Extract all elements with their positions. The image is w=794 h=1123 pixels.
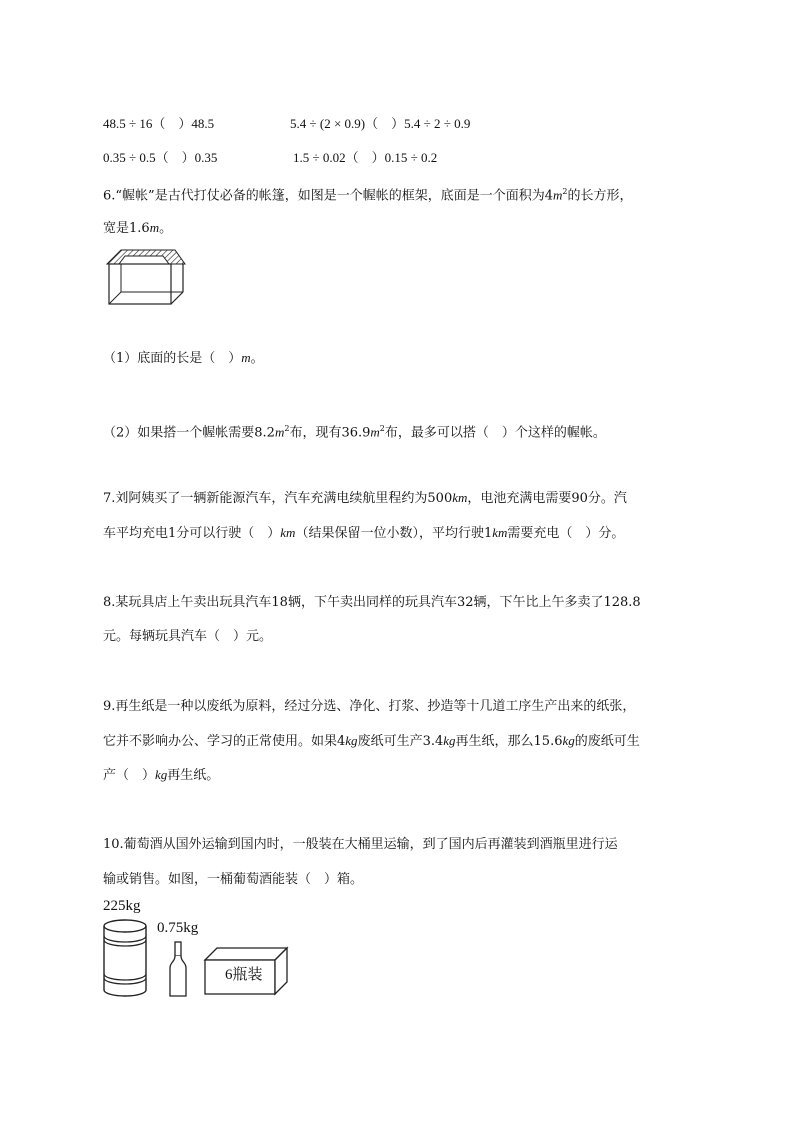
q6-line1: 6.“幄帐”是古代打仗必备的帐篷，如图是一个幄帐的框架，底面是一个面积为$4m^2$的长方形， <box>103 187 633 204</box>
comparison-row1-left: 48.5 ÷ 16（ ）48.5 <box>103 116 215 131</box>
comparison-row1-right: 5.4 ÷ (2 × 0.9)（ ）5.4 ÷ 2 ÷ 0.9 <box>290 116 471 131</box>
box-label: 6瓶装 <box>225 967 263 983</box>
q8-line2: 元。每辆玩具汽车（ ）元。 <box>103 629 273 644</box>
q7-line1: 7.刘阿姨买了一辆新能源汽车，汽车充满电续航里程约为500km，电池充满电需要90分。汽 <box>103 490 627 506</box>
q6-line2: 宽是1.6m。 <box>103 220 173 236</box>
comparison-row2-right: 1.5 ÷ 0.02（ ）0.15 ÷ 0.2 <box>293 150 438 165</box>
q10-line1: 10.葡萄酒从国外运输到国内时，一般装在大桶里运输，到了国内后再灌装到酒瓶里进行运 <box>103 837 618 852</box>
q6-sub1: （1）底面的长是（ ）m。 <box>103 350 264 366</box>
q9-line3: 产（ ）kg再生纸。 <box>103 767 220 783</box>
wine-barrel-icon <box>102 918 148 998</box>
q8-line1: 8.某玩具店上午卖出玩具汽车18辆，下午卖出同样的玩具汽车32辆，下午比上午多卖了128.8 <box>103 595 641 610</box>
comparison-row2-left: 0.35 ÷ 0.5（ ）0.35 <box>103 150 218 165</box>
q9-line1: 9.再生纸是一种以废纸为原料，经过分选、净化、打浆、抄造等十几道工序生产出来的纸张， <box>103 699 636 714</box>
wine-bottle-icon <box>168 940 188 998</box>
q7-line2: 车平均充电1分可以行驶（ ）km（结果保留一位小数），平均行驶1km需要充电（ ）分。 <box>103 525 625 541</box>
q10-line2: 输或销售。如图，一桶葡萄酒能装（ ）箱。 <box>103 872 364 887</box>
q9-line2: 它并不影响办公、学习的正常使用。如果4kg废纸可生产3.4kg再生纸，那么15.6kg的废纸可生 <box>103 733 640 749</box>
q6-sub2: （2）如果搭一个幄帐需要$8.2m^2$布，现有$36.9m^2$布，最多可以搭（ ）个这样的幄帐。 <box>103 424 606 441</box>
bottle-weight-label: 0.75kg <box>157 920 199 936</box>
tent-frame-diagram <box>103 246 187 308</box>
barrel-weight-label: 225kg <box>103 898 141 914</box>
